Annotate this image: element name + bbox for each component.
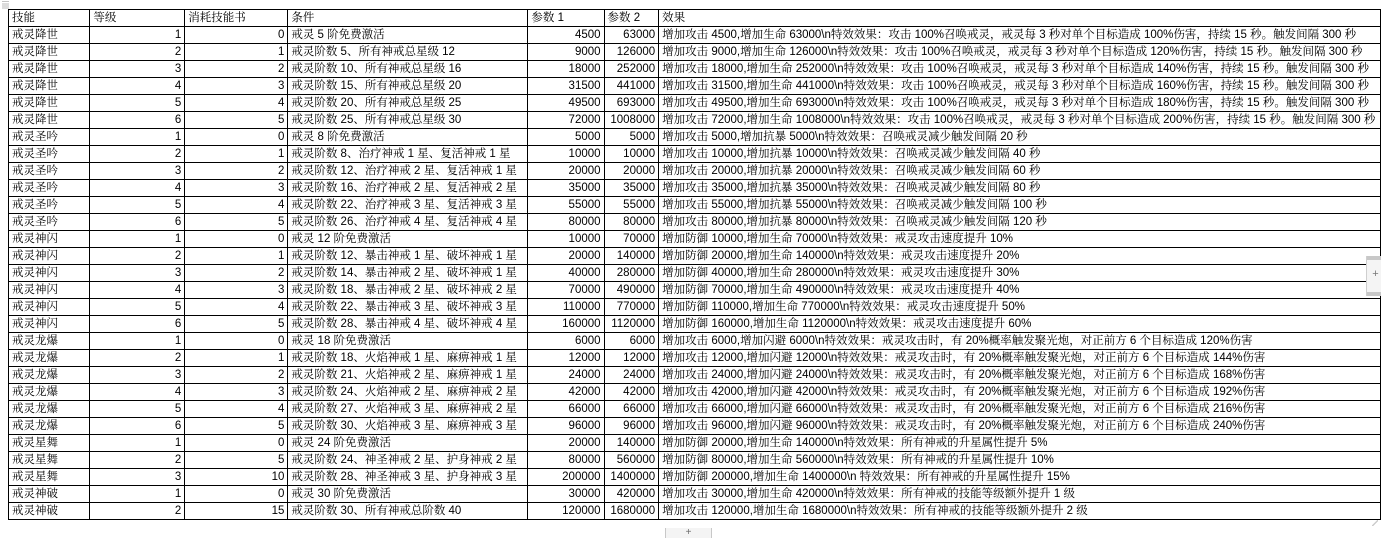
cell-param2[interactable]: 770000 <box>604 299 659 316</box>
cell-effect[interactable]: 增加攻击 20000,增加抗暴 20000\n特效效果：召唤戒灵减少触发间隔 60 秒 <box>659 163 1381 180</box>
cell-effect[interactable]: 增加攻击 42000,增加闪避 42000\n特效效果：戒灵攻击时，有 20%概率触发聚光炮，对正前方 6 个目标造成 192%伤害 <box>659 384 1381 401</box>
table-row[interactable] <box>9 418 1381 435</box>
cell-book-cost[interactable]: 2 <box>185 163 288 180</box>
cell-param1[interactable]: 70000 <box>528 282 604 299</box>
cell-level[interactable]: 3 <box>90 367 185 384</box>
cell-level[interactable]: 4 <box>90 78 185 95</box>
cell-book-cost[interactable]: 1 <box>185 146 288 163</box>
splitter-bar-top <box>1367 256 1381 260</box>
column-header-book-cost[interactable]: 消耗技能书 <box>185 10 288 27</box>
cell-effect[interactable]: 增加攻击 9000,增加生命 126000\n特效效果：攻击 100%召唤戒灵，戒灵每 3 秒对单个目标造成 120%伤害，持续 15 秒。触发间隔 300 秒 <box>659 44 1381 61</box>
cell-condition[interactable]: 戒灵 12 阶免费激活 <box>288 231 528 248</box>
cell-param2[interactable]: 560000 <box>604 452 659 469</box>
cell-level[interactable]: 3 <box>90 61 185 78</box>
cell-condition[interactable]: 戒灵阶数 28、神圣神戒 3 星、护身神戒 3 星 <box>288 469 528 486</box>
cell-param2[interactable]: 280000 <box>604 265 659 282</box>
table-row[interactable] <box>9 248 1381 265</box>
cell-skill[interactable]: 戒灵神闪 <box>9 248 90 265</box>
cell-level[interactable]: 6 <box>90 214 185 231</box>
resize-grip-icon[interactable] <box>1372 520 1378 526</box>
cell-param2[interactable]: 24000 <box>604 367 659 384</box>
cell-book-cost[interactable]: 3 <box>185 78 288 95</box>
cell-param1[interactable]: 160000 <box>528 316 604 333</box>
cell-condition[interactable]: 戒灵 5 阶免费激活 <box>288 27 528 44</box>
table-row[interactable] <box>9 61 1381 78</box>
cell-skill[interactable]: 戒灵龙爆 <box>9 384 90 401</box>
cell-condition[interactable]: 戒灵阶数 21、火焰神戒 2 星、麻痹神戒 1 星 <box>288 367 528 384</box>
cell-param1[interactable]: 5000 <box>528 129 604 146</box>
cell-effect[interactable]: 增加攻击 10000,增加抗暴 10000\n特效效果：召唤戒灵减少触发间隔 40 秒 <box>659 146 1381 163</box>
cell-skill[interactable]: 戒灵降世 <box>9 112 90 129</box>
table-row[interactable] <box>9 367 1381 384</box>
cell-book-cost[interactable]: 4 <box>185 299 288 316</box>
cell-skill[interactable]: 戒灵龙爆 <box>9 350 90 367</box>
cell-skill[interactable]: 戒灵神闪 <box>9 299 90 316</box>
cell-condition[interactable]: 戒灵阶数 25、所有神戒总星级 30 <box>288 112 528 129</box>
cell-condition[interactable]: 戒灵阶数 30、火焰神戒 3 星、麻痹神戒 3 星 <box>288 418 528 435</box>
table-row[interactable] <box>9 112 1381 129</box>
cell-condition[interactable]: 戒灵 18 阶免费激活 <box>288 333 528 350</box>
cell-param2[interactable]: 420000 <box>604 486 659 503</box>
cell-param1[interactable]: 55000 <box>528 197 604 214</box>
table-header <box>9 10 1381 27</box>
cell-param2[interactable]: 441000 <box>604 78 659 95</box>
cell-effect[interactable]: 增加防御 80000,增加生命 560000\n特效效果：所有神戒的升星属性提升 10% <box>659 452 1381 469</box>
cell-skill[interactable]: 戒灵神闪 <box>9 231 90 248</box>
cell-level[interactable]: 5 <box>90 197 185 214</box>
cell-book-cost[interactable]: 3 <box>185 384 288 401</box>
table-row[interactable] <box>9 27 1381 44</box>
cell-book-cost[interactable]: 0 <box>185 486 288 503</box>
cell-effect[interactable]: 增加攻击 35000,增加抗暴 35000\n特效效果：召唤戒灵减少触发间隔 80 秒 <box>659 180 1381 197</box>
cell-skill[interactable]: 戒灵神破 <box>9 486 90 503</box>
cell-book-cost[interactable]: 5 <box>185 418 288 435</box>
cell-level[interactable]: 2 <box>90 146 185 163</box>
cell-skill[interactable]: 戒灵龙爆 <box>9 401 90 418</box>
cell-param1[interactable]: 72000 <box>528 112 604 129</box>
cell-skill[interactable]: 戒灵龙爆 <box>9 333 90 350</box>
cell-param1[interactable]: 31500 <box>528 78 604 95</box>
cell-skill[interactable]: 戒灵降世 <box>9 61 90 78</box>
cell-param2[interactable]: 20000 <box>604 163 659 180</box>
table-row[interactable] <box>9 316 1381 333</box>
cell-level[interactable]: 2 <box>90 44 185 61</box>
cell-level[interactable]: 1 <box>90 333 185 350</box>
cell-param2[interactable]: 693000 <box>604 95 659 112</box>
table-row[interactable] <box>9 231 1381 248</box>
table-row[interactable] <box>9 486 1381 503</box>
column-header-param1[interactable]: 参数 1 <box>528 10 604 27</box>
cell-param2[interactable]: 80000 <box>604 214 659 231</box>
cell-param2[interactable]: 490000 <box>604 282 659 299</box>
cell-effect[interactable]: 增加攻击 5000,增加抗暴 5000\n特效效果：召唤戒灵减少触发间隔 20 秒 <box>659 129 1381 146</box>
cell-param2[interactable]: 1400000 <box>604 469 659 486</box>
cell-book-cost[interactable]: 1 <box>185 350 288 367</box>
plus-icon[interactable]: + <box>1372 268 1379 280</box>
cell-skill[interactable]: 戒灵神闪 <box>9 265 90 282</box>
cell-param1[interactable]: 20000 <box>528 163 604 180</box>
cell-level[interactable]: 1 <box>90 231 185 248</box>
cell-param2[interactable]: 12000 <box>604 350 659 367</box>
cell-skill[interactable]: 戒灵降世 <box>9 44 90 61</box>
cell-skill[interactable]: 戒灵神闪 <box>9 316 90 333</box>
table-row[interactable] <box>9 214 1381 231</box>
table-row[interactable] <box>9 333 1381 350</box>
cell-skill[interactable]: 戒灵神闪 <box>9 282 90 299</box>
cell-param1[interactable]: 96000 <box>528 418 604 435</box>
cell-book-cost[interactable]: 4 <box>185 401 288 418</box>
cell-param1[interactable]: 35000 <box>528 180 604 197</box>
cell-skill[interactable]: 戒灵圣吟 <box>9 180 90 197</box>
select-all-corner-marker[interactable] <box>2 1 9 9</box>
cell-param2[interactable]: 70000 <box>604 231 659 248</box>
cell-level[interactable]: 4 <box>90 282 185 299</box>
cell-condition[interactable]: 戒灵阶数 10、所有神戒总星级 16 <box>288 61 528 78</box>
skill-table <box>8 9 1381 520</box>
cell-effect[interactable]: 增加攻击 12000,增加闪避 12000\n特效效果：戒灵攻击时，有 20%概率触发聚光炮，对正前方 6 个目标造成 144%伤害 <box>659 350 1381 367</box>
cell-param2[interactable]: 35000 <box>604 180 659 197</box>
cell-condition[interactable]: 戒灵阶数 18、暴击神戒 2 星、破坏神戒 2 星 <box>288 282 528 299</box>
cell-effect[interactable]: 增加攻击 18000,增加生命 252000\n特效效果：攻击 100%召唤戒灵，戒灵每 3 秒对单个目标造成 140%伤害，持续 15 秒。触发间隔 300 秒 <box>659 61 1381 78</box>
splitter-bar-bottom <box>1367 292 1381 296</box>
cell-param2[interactable]: 10000 <box>604 146 659 163</box>
table-row[interactable] <box>9 469 1381 486</box>
cell-param1[interactable]: 10000 <box>528 146 604 163</box>
cell-param1[interactable]: 42000 <box>528 384 604 401</box>
cell-param1[interactable]: 18000 <box>528 61 604 78</box>
cell-book-cost[interactable]: 3 <box>185 180 288 197</box>
cell-param1[interactable]: 30000 <box>528 486 604 503</box>
cell-book-cost[interactable]: 5 <box>185 214 288 231</box>
cell-condition[interactable]: 戒灵阶数 27、火焰神戒 3 星、麻痹神戒 2 星 <box>288 401 528 418</box>
cell-condition[interactable]: 戒灵阶数 22、暴击神戒 3 星、破坏神戒 3 星 <box>288 299 528 316</box>
cell-effect[interactable]: 增加攻击 80000,增加抗暴 80000\n特效效果：召唤戒灵减少触发间隔 120 秒 <box>659 214 1381 231</box>
cell-condition[interactable]: 戒灵阶数 16、治疗神戒 2 星、复活神戒 2 星 <box>288 180 528 197</box>
cell-skill[interactable]: 戒灵龙爆 <box>9 418 90 435</box>
cell-param2[interactable]: 63000 <box>604 27 659 44</box>
cell-level[interactable]: 2 <box>90 248 185 265</box>
cell-condition[interactable]: 戒灵阶数 26、治疗神戒 4 星、复活神戒 4 星 <box>288 214 528 231</box>
cell-effect[interactable]: 增加攻击 30000,增加生命 420000\n特效效果：所有神戒的技能等级额外提升 1 级 <box>659 486 1381 503</box>
cell-skill[interactable]: 戒灵降世 <box>9 78 90 95</box>
cell-param2[interactable]: 5000 <box>604 129 659 146</box>
table-row[interactable] <box>9 265 1381 282</box>
cell-param2[interactable]: 55000 <box>604 197 659 214</box>
cell-skill[interactable]: 戒灵圣吟 <box>9 146 90 163</box>
cell-level[interactable]: 1 <box>90 27 185 44</box>
cell-book-cost[interactable]: 0 <box>185 27 288 44</box>
cell-book-cost[interactable]: 3 <box>185 282 288 299</box>
cell-param1[interactable]: 49500 <box>528 95 604 112</box>
cell-param2[interactable]: 6000 <box>604 333 659 350</box>
cell-book-cost[interactable]: 5 <box>185 452 288 469</box>
cell-level[interactable]: 5 <box>90 95 185 112</box>
cell-condition[interactable]: 戒灵阶数 24、火焰神戒 2 星、麻痹神戒 2 星 <box>288 384 528 401</box>
cell-param2[interactable]: 96000 <box>604 418 659 435</box>
cell-condition[interactable]: 戒灵阶数 8、治疗神戒 1 星、复活神戒 1 星 <box>288 146 528 163</box>
cell-param2[interactable]: 252000 <box>604 61 659 78</box>
table-row[interactable] <box>9 163 1381 180</box>
cell-condition[interactable]: 戒灵阶数 28、暴击神戒 4 星、破坏神戒 4 星 <box>288 316 528 333</box>
cell-condition[interactable]: 戒灵阶数 30、所有神戒总阶数 40 <box>288 503 528 520</box>
cell-skill[interactable]: 戒灵星舞 <box>9 452 90 469</box>
cell-condition[interactable]: 戒灵阶数 14、暴击神戒 2 星、破坏神戒 1 星 <box>288 265 528 282</box>
cell-effect[interactable]: 增加防御 110000,增加生命 770000\n特效效果：戒灵攻击速度提升 50% <box>659 299 1381 316</box>
cell-param2[interactable]: 140000 <box>604 248 659 265</box>
cell-effect[interactable]: 增加防御 200000,增加生命 1400000\n 特效效果：所有神戒的升星属性提升 15% <box>659 469 1381 486</box>
cell-level[interactable]: 1 <box>90 486 185 503</box>
cell-condition[interactable]: 戒灵阶数 18、火焰神戒 1 星、麻痹神戒 1 星 <box>288 350 528 367</box>
cell-level[interactable]: 6 <box>90 112 185 129</box>
table-row[interactable] <box>9 44 1381 61</box>
cell-skill[interactable]: 戒灵圣吟 <box>9 163 90 180</box>
table-row[interactable] <box>9 197 1381 214</box>
cell-book-cost[interactable]: 0 <box>185 435 288 452</box>
cell-book-cost[interactable]: 4 <box>185 197 288 214</box>
cell-effect[interactable]: 增加攻击 72000,增加生命 1008000\n特效效果：攻击 100%召唤戒灵，戒灵每 3 秒对单个目标造成 200%伤害，持续 15 秒。触发间隔 300 秒 <box>659 112 1381 129</box>
cell-skill[interactable]: 戒灵星舞 <box>9 435 90 452</box>
column-header-skill[interactable]: 技能 <box>9 10 90 27</box>
cell-effect[interactable]: 增加防御 20000,增加生命 140000\n特效效果：所有神戒的升星属性提升 5% <box>659 435 1381 452</box>
cell-effect[interactable]: 增加攻击 55000,增加抗暴 55000\n特效效果：召唤戒灵减少触发间隔 100 秒 <box>659 197 1381 214</box>
cell-condition[interactable]: 戒灵阶数 20、所有神戒总星级 25 <box>288 95 528 112</box>
cell-skill[interactable]: 戒灵圣吟 <box>9 214 90 231</box>
table-row[interactable] <box>9 401 1381 418</box>
table-row[interactable] <box>9 146 1381 163</box>
cell-skill[interactable]: 戒灵圣吟 <box>9 197 90 214</box>
cell-condition[interactable]: 戒灵阶数 12、治疗神戒 2 星、复活神戒 1 星 <box>288 163 528 180</box>
cell-param2[interactable]: 42000 <box>604 384 659 401</box>
cell-param2[interactable]: 1680000 <box>604 503 659 520</box>
cell-effect[interactable]: 增加防御 160000,增加生命 1120000\n特效效果：戒灵攻击速度提升 60% <box>659 316 1381 333</box>
cell-param2[interactable]: 66000 <box>604 401 659 418</box>
cell-skill[interactable]: 戒灵降世 <box>9 27 90 44</box>
cell-param1[interactable]: 10000 <box>528 231 604 248</box>
cell-skill[interactable]: 戒灵龙爆 <box>9 367 90 384</box>
cell-level[interactable]: 5 <box>90 401 185 418</box>
cell-condition[interactable]: 戒灵阶数 12、暴击神戒 1 星、破坏神戒 1 星 <box>288 248 528 265</box>
cell-effect[interactable]: 增加攻击 6000,增加闪避 6000\n特效效果：戒灵攻击时，有 20%概率触发聚光炮，对正前方 6 个目标造成 120%伤害 <box>659 333 1381 350</box>
cell-param1[interactable]: 4500 <box>528 27 604 44</box>
table-row[interactable] <box>9 180 1381 197</box>
table-row[interactable] <box>9 78 1381 95</box>
column-header-param2[interactable]: 参数 2 <box>604 10 659 27</box>
cell-level[interactable]: 3 <box>90 163 185 180</box>
cell-condition[interactable]: 戒灵 24 阶免费激活 <box>288 435 528 452</box>
right-edge-splitter[interactable] <box>1366 256 1381 296</box>
cell-effect[interactable]: 增加攻击 4500,增加生命 63000\n特效效果：攻击 100%召唤戒灵，戒灵每 3 秒对单个目标造成 100%伤害，持续 15 秒。触发间隔 300 秒 <box>659 27 1381 44</box>
cell-effect[interactable]: 增加防御 40000,增加生命 280000\n特效效果：戒灵攻击速度提升 30% <box>659 265 1381 282</box>
cell-param2[interactable]: 1008000 <box>604 112 659 129</box>
cell-skill[interactable]: 戒灵降世 <box>9 95 90 112</box>
column-header-level[interactable]: 等级 <box>90 10 185 27</box>
cell-level[interactable]: 4 <box>90 384 185 401</box>
cell-book-cost[interactable]: 2 <box>185 265 288 282</box>
cell-condition[interactable]: 戒灵 30 阶免费激活 <box>288 486 528 503</box>
cell-level[interactable]: 1 <box>90 435 185 452</box>
cell-param1[interactable]: 40000 <box>528 265 604 282</box>
cell-book-cost[interactable]: 0 <box>185 129 288 146</box>
cell-param1[interactable]: 120000 <box>528 503 604 520</box>
cell-book-cost[interactable]: 1 <box>185 44 288 61</box>
table-row[interactable] <box>9 452 1381 469</box>
cell-condition[interactable]: 戒灵 8 阶免费激活 <box>288 129 528 146</box>
cell-level[interactable]: 5 <box>90 299 185 316</box>
cell-condition[interactable]: 戒灵阶数 5、所有神戒总星级 12 <box>288 44 528 61</box>
cell-param1[interactable]: 80000 <box>528 452 604 469</box>
table-row[interactable] <box>9 129 1381 146</box>
table-body <box>9 27 1381 520</box>
cell-param1[interactable]: 9000 <box>528 44 604 61</box>
cell-param2[interactable]: 1120000 <box>604 316 659 333</box>
cell-book-cost[interactable]: 4 <box>185 95 288 112</box>
skill-table-container <box>8 9 1381 520</box>
cell-level[interactable]: 6 <box>90 418 185 435</box>
table-row[interactable] <box>9 299 1381 316</box>
cell-param2[interactable]: 126000 <box>604 44 659 61</box>
cell-skill[interactable]: 戒灵神破 <box>9 503 90 520</box>
cell-param1[interactable]: 6000 <box>528 333 604 350</box>
table-row[interactable] <box>9 503 1381 520</box>
cell-effect[interactable]: 增加攻击 31500,增加生命 441000\n特效效果：攻击 100%召唤戒灵，戒灵每 3 秒对单个目标造成 160%伤害，持续 15 秒。触发间隔 300 秒 <box>659 78 1381 95</box>
cell-skill[interactable]: 戒灵星舞 <box>9 469 90 486</box>
cell-book-cost[interactable]: 2 <box>185 367 288 384</box>
cell-param1[interactable]: 200000 <box>528 469 604 486</box>
cell-book-cost[interactable]: 5 <box>185 112 288 129</box>
table-row[interactable] <box>9 435 1381 452</box>
cell-effect[interactable]: 增加防御 20000,增加生命 140000\n特效效果：戒灵攻击速度提升 20% <box>659 248 1381 265</box>
cell-param1[interactable]: 66000 <box>528 401 604 418</box>
cell-book-cost[interactable]: 0 <box>185 333 288 350</box>
table-row[interactable] <box>9 282 1381 299</box>
cell-level[interactable]: 2 <box>90 452 185 469</box>
table-row[interactable] <box>9 350 1381 367</box>
cell-level[interactable]: 6 <box>90 316 185 333</box>
cell-book-cost[interactable]: 1 <box>185 248 288 265</box>
cell-level[interactable]: 1 <box>90 129 185 146</box>
table-row[interactable] <box>9 95 1381 112</box>
column-header-effect[interactable]: 效果 <box>659 10 1381 27</box>
cell-param2[interactable]: 140000 <box>604 435 659 452</box>
cell-effect[interactable]: 增加攻击 66000,增加闪避 66000\n特效效果：戒灵攻击时，有 20%概率触发聚光炮，对正前方 6 个目标造成 216%伤害 <box>659 401 1381 418</box>
cell-level[interactable]: 4 <box>90 180 185 197</box>
cell-condition[interactable]: 戒灵阶数 22、治疗神戒 3 星、复活神戒 3 星 <box>288 197 528 214</box>
cell-book-cost[interactable]: 10 <box>185 469 288 486</box>
cell-param1[interactable]: 110000 <box>528 299 604 316</box>
cell-effect[interactable]: 增加攻击 120000,增加生命 1680000\n特效效果：所有神戒的技能等级额外提升 2 级 <box>659 503 1381 520</box>
cell-effect[interactable]: 增加防御 70000,增加生命 490000\n特效效果：戒灵攻击速度提升 40% <box>659 282 1381 299</box>
cell-level[interactable]: 3 <box>90 265 185 282</box>
cell-book-cost[interactable]: 2 <box>185 61 288 78</box>
header-row <box>9 10 1381 27</box>
cell-param1[interactable]: 12000 <box>528 350 604 367</box>
cell-level[interactable]: 3 <box>90 469 185 486</box>
cell-param1[interactable]: 20000 <box>528 435 604 452</box>
cell-condition[interactable]: 戒灵阶数 24、神圣神戒 2 星、护身神戒 2 星 <box>288 452 528 469</box>
cell-book-cost[interactable]: 5 <box>185 316 288 333</box>
cell-book-cost[interactable]: 0 <box>185 231 288 248</box>
table-row[interactable] <box>9 384 1381 401</box>
cell-skill[interactable]: 戒灵圣吟 <box>9 129 90 146</box>
cell-param1[interactable]: 80000 <box>528 214 604 231</box>
cell-effect[interactable]: 增加攻击 24000,增加闪避 24000\n特效效果：戒灵攻击时，有 20%概率触发聚光炮，对正前方 6 个目标造成 168%伤害 <box>659 367 1381 384</box>
cell-level[interactable]: 2 <box>90 503 185 520</box>
cell-level[interactable]: 2 <box>90 350 185 367</box>
bottom-expand-button[interactable]: + <box>665 528 712 538</box>
column-header-condition[interactable]: 条件 <box>288 10 528 27</box>
cell-effect[interactable]: 增加攻击 96000,增加闪避 96000\n特效效果：戒灵攻击时，有 20%概率触发聚光炮，对正前方 6 个目标造成 240%伤害 <box>659 418 1381 435</box>
cell-param1[interactable]: 20000 <box>528 248 604 265</box>
cell-book-cost[interactable]: 15 <box>185 503 288 520</box>
cell-effect[interactable]: 增加攻击 49500,增加生命 693000\n特效效果：攻击 100%召唤戒灵，戒灵每 3 秒对单个目标造成 180%伤害，持续 15 秒。触发间隔 300 秒 <box>659 95 1381 112</box>
cell-effect[interactable]: 增加防御 10000,增加生命 70000\n特效效果：戒灵攻击速度提升 10% <box>659 231 1381 248</box>
cell-condition[interactable]: 戒灵阶数 15、所有神戒总星级 20 <box>288 78 528 95</box>
cell-param1[interactable]: 24000 <box>528 367 604 384</box>
